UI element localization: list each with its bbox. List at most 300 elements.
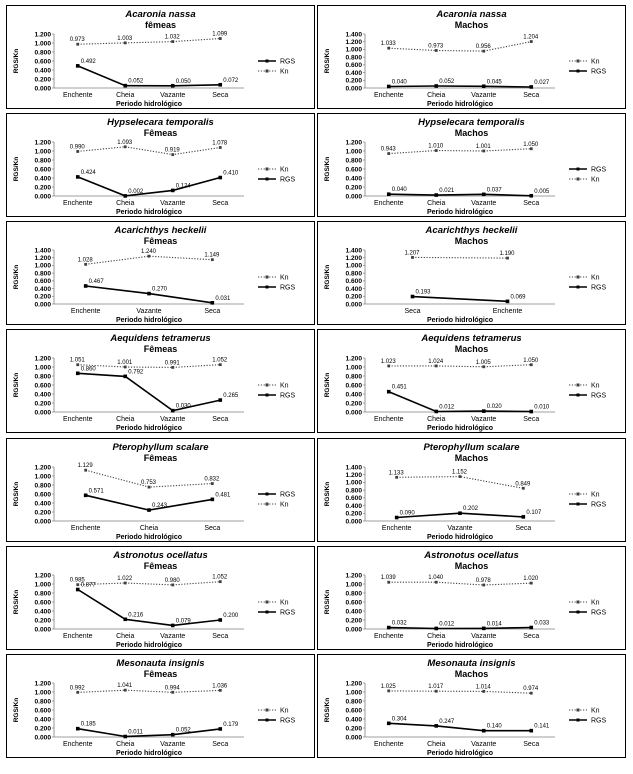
- data-point-kn: [171, 584, 174, 587]
- data-label-rgs: 0.030: [175, 403, 191, 410]
- chart-subtitle: Fêmeas: [143, 561, 178, 571]
- y-axis-label: RGS/Kn: [324, 48, 331, 74]
- data-label-kn: 0.992: [69, 685, 85, 692]
- data-label-kn: 1.240: [141, 249, 157, 256]
- data-point-kn: [482, 690, 485, 693]
- y-tick-label: 0.200: [345, 510, 362, 518]
- y-tick-label: 1.200: [34, 31, 51, 39]
- y-axis-label: RGS/Kn: [324, 156, 331, 182]
- data-point-rgs: [482, 627, 486, 631]
- y-tick-label: 0.800: [345, 54, 362, 62]
- x-tick-label: Seca: [523, 633, 540, 640]
- data-label-rgs: 0.270: [152, 286, 168, 293]
- data-label-kn: 0.956: [475, 44, 491, 51]
- y-tick-label: 1.000: [345, 689, 362, 697]
- data-label-rgs: 0.243: [152, 503, 168, 510]
- data-label-rgs: 0.200: [223, 613, 239, 619]
- data-point-rgs: [522, 515, 526, 519]
- data-point-rgs: [482, 409, 486, 413]
- data-label-kn: 1.050: [523, 357, 539, 364]
- y-tick-label: 0.000: [34, 626, 51, 634]
- data-point-kn: [171, 40, 174, 43]
- chart-panel-4: [6, 221, 315, 325]
- y-tick-label: 0.800: [345, 373, 362, 381]
- legend-marker-kn: [266, 384, 269, 387]
- y-axis-label: RGS/Kn: [13, 48, 20, 74]
- data-point-kn: [124, 145, 127, 148]
- data-label-rgs: 0.014: [486, 621, 502, 628]
- y-axis-label: RGS/Kn: [13, 481, 20, 507]
- y-tick-label: 1.200: [34, 572, 51, 580]
- data-point-kn: [530, 147, 533, 150]
- chart-panel-7: [317, 329, 626, 433]
- y-tick-label: 0.200: [34, 76, 51, 84]
- y-axis-label: RGS/Kn: [13, 372, 20, 398]
- y-tick-label: 0.000: [345, 626, 362, 634]
- legend-marker-kn: [577, 60, 580, 63]
- chart-title: Aequidens tetramerus: [110, 333, 211, 344]
- data-point-rgs: [434, 193, 438, 197]
- data-point-rgs: [218, 618, 222, 622]
- data-point-rgs: [211, 301, 215, 305]
- y-tick-label: 0.200: [345, 184, 362, 192]
- data-point-kn: [76, 43, 79, 46]
- data-label-rgs: 0.860: [80, 366, 96, 373]
- data-label-kn: 1.129: [77, 463, 93, 470]
- y-tick-label: 1.000: [34, 689, 51, 697]
- x-axis-label: Periodo hidrológico: [115, 317, 183, 324]
- data-point-rgs: [171, 733, 175, 737]
- x-axis-label: Periodo hidrológico: [115, 534, 183, 541]
- data-point-rgs: [458, 511, 462, 515]
- data-point-kn: [171, 691, 174, 694]
- data-label-kn: 1.133: [388, 470, 404, 477]
- data-label-rgs: 0.002: [128, 188, 144, 195]
- y-axis-label: RGS/Kn: [324, 589, 331, 615]
- data-label-kn: 0.943: [380, 146, 396, 153]
- data-point-rgs: [482, 729, 486, 733]
- legend-marker-kn: [266, 601, 269, 604]
- data-label-kn: 1.040: [428, 575, 444, 582]
- y-tick-label: 1.000: [345, 581, 362, 589]
- chart-title: Acarichthys heckelii: [425, 225, 518, 236]
- data-point-rgs: [76, 372, 80, 376]
- data-point-rgs: [76, 175, 80, 179]
- x-tick-label: Seca: [212, 200, 229, 207]
- x-tick-label: Cheia: [427, 92, 446, 99]
- x-tick-label: Cheia: [427, 741, 446, 748]
- legend-label-kn: Kn: [591, 599, 600, 607]
- chart-subtitle: Machos: [454, 669, 489, 679]
- data-label-rgs: 0.141: [534, 723, 550, 730]
- data-point-rgs: [76, 588, 80, 592]
- legend-marker-kn: [577, 493, 580, 496]
- legend-marker-kn: [577, 276, 580, 279]
- data-point-rgs: [482, 193, 486, 197]
- x-tick-label: Cheia: [116, 92, 135, 99]
- data-point-rgs: [529, 626, 533, 630]
- chart-subtitle: Fêmeas: [143, 344, 178, 354]
- y-tick-label: 0.600: [345, 599, 362, 607]
- x-tick-label: Enchente: [70, 525, 101, 532]
- chart-panel-5: [317, 221, 626, 325]
- x-tick-label: Seca: [404, 308, 421, 315]
- data-label-kn: 1.093: [117, 139, 133, 146]
- data-point-rgs: [387, 192, 391, 196]
- data-label-rgs: 0.027: [534, 79, 550, 86]
- x-tick-label: Vazante: [160, 633, 186, 640]
- data-label-rgs: 0.032: [391, 620, 407, 627]
- y-tick-label: 0.600: [34, 166, 51, 174]
- data-point-kn: [219, 146, 222, 149]
- y-tick-label: 0.400: [345, 608, 362, 616]
- legend-marker-rgs: [266, 493, 269, 496]
- y-tick-label: 0.400: [345, 716, 362, 724]
- data-point-kn: [219, 580, 222, 583]
- x-tick-label: Enchente: [373, 741, 404, 748]
- legend-label-rgs: RGS: [591, 609, 607, 617]
- data-label-kn: 1.204: [523, 34, 539, 41]
- data-label-kn: 1.052: [212, 574, 228, 581]
- data-point-kn: [124, 582, 127, 585]
- x-axis-label: Periodo hidrológico: [115, 642, 183, 649]
- data-point-rgs: [171, 624, 175, 628]
- data-label-rgs: 0.050: [175, 78, 191, 85]
- y-tick-label: 0.200: [345, 725, 362, 733]
- x-axis-label: Periodo hidrológico: [426, 642, 494, 649]
- x-tick-label: Cheia: [116, 633, 135, 640]
- chart-panel-1: [317, 5, 626, 109]
- legend-marker-kn: [266, 70, 269, 73]
- legend-marker-rgs: [577, 394, 580, 397]
- chart-panel-0: [6, 5, 315, 109]
- legend-marker-kn: [266, 709, 269, 712]
- chart-panel-3: [317, 113, 626, 217]
- data-point-rgs: [147, 292, 151, 296]
- y-tick-label: 0.200: [34, 725, 51, 733]
- data-label-kn: 1.023: [380, 358, 396, 365]
- data-point-kn: [435, 49, 438, 52]
- data-label-rgs: 0.451: [391, 384, 407, 391]
- legend-label-rgs: RGS: [280, 176, 296, 184]
- x-tick-label: Cheia: [116, 416, 135, 423]
- y-tick-label: 0.000: [34, 409, 51, 417]
- data-label-rgs: 0.140: [486, 723, 502, 730]
- y-tick-label: 0.600: [34, 707, 51, 715]
- y-tick-label: 0.000: [345, 193, 362, 201]
- legend-marker-rgs: [266, 178, 269, 181]
- data-label-rgs: 0.481: [215, 492, 231, 499]
- x-tick-label: Cheia: [139, 525, 159, 532]
- data-label-rgs: 0.079: [175, 618, 191, 625]
- legend-label-kn: Kn: [280, 501, 289, 509]
- y-tick-label: 0.600: [345, 166, 362, 174]
- legend-label-kn: Kn: [591, 274, 600, 282]
- chart-title: Acaronia nassa: [125, 9, 196, 20]
- legend-marker-rgs: [266, 286, 269, 289]
- x-tick-label: Vazante: [160, 92, 186, 99]
- legend-label-rgs: RGS: [591, 284, 607, 292]
- y-tick-label: 0.400: [345, 502, 362, 510]
- x-tick-label: Cheia: [116, 741, 135, 748]
- y-tick-label: 0.400: [34, 391, 51, 399]
- legend-marker-kn: [577, 601, 580, 604]
- data-label-kn: 0.919: [164, 147, 180, 154]
- data-label-rgs: 0.265: [223, 393, 239, 400]
- data-label-rgs: 0.010: [534, 404, 550, 411]
- y-tick-label: 1.000: [345, 364, 362, 372]
- y-tick-label: 1.200: [345, 472, 362, 480]
- data-label-rgs: 0.492: [80, 58, 96, 65]
- data-label-kn: 1.001: [475, 143, 491, 150]
- y-axis-label: RGS/Kn: [324, 697, 331, 723]
- y-tick-label: 0.200: [345, 617, 362, 625]
- y-tick-label: 1.200: [345, 572, 362, 580]
- chart-title: Acarichthys heckelii: [114, 225, 207, 236]
- chart-title: Astronotus ocellatus: [424, 550, 519, 561]
- y-tick-label: 1.200: [345, 39, 362, 47]
- data-label-rgs: 0.792: [128, 369, 144, 376]
- data-point-kn: [411, 256, 414, 259]
- data-label-kn: 1.022: [117, 576, 133, 583]
- x-tick-label: Cheia: [427, 416, 446, 423]
- y-tick-label: 0.600: [345, 62, 362, 70]
- data-point-rgs: [171, 409, 175, 413]
- data-point-kn: [482, 50, 485, 53]
- data-label-rgs: 0.040: [391, 187, 407, 194]
- chart-subtitle: Machos: [454, 344, 489, 354]
- data-point-kn: [171, 153, 174, 156]
- data-point-rgs: [76, 727, 80, 731]
- series-line-rgs: [389, 86, 532, 87]
- chart-title: Acaronia nassa: [436, 9, 507, 20]
- y-tick-label: 1.000: [34, 364, 51, 372]
- x-tick-label: Seca: [515, 525, 532, 532]
- x-tick-label: Enchente: [70, 308, 101, 315]
- chart-subtitle: fêmeas: [144, 20, 177, 30]
- data-point-rgs: [218, 727, 222, 731]
- legend-label-kn: Kn: [280, 68, 289, 76]
- x-tick-label: Cheia: [427, 200, 446, 207]
- data-point-rgs: [218, 176, 222, 180]
- data-label-rgs: 0.045: [486, 79, 502, 86]
- legend-label-rgs: RGS: [280, 609, 296, 617]
- x-axis-label: Periodo hidrológico: [426, 209, 494, 216]
- legend-label-kn: Kn: [591, 176, 600, 184]
- data-label-kn: 1.028: [77, 257, 93, 264]
- y-tick-label: 0.000: [34, 301, 51, 309]
- data-point-kn: [211, 258, 214, 261]
- chart-title: Astronotus ocellatus: [113, 550, 208, 561]
- x-axis-label: Periodo hidrológico: [115, 209, 183, 216]
- y-tick-label: 0.800: [34, 270, 51, 278]
- data-label-rgs: 0.037: [486, 187, 502, 194]
- y-tick-label: 1.000: [34, 148, 51, 156]
- legend-label-kn: Kn: [280, 274, 289, 282]
- chart-title: Mesonauta insignis: [116, 658, 205, 669]
- chart-subtitle: Fêmeas: [143, 453, 178, 463]
- chart-subtitle: Fêmeas: [143, 128, 178, 138]
- legend-marker-kn: [577, 384, 580, 387]
- data-label-rgs: 0.012: [439, 404, 455, 411]
- y-axis-label: RGS/Kn: [324, 481, 331, 507]
- data-point-kn: [76, 363, 79, 366]
- chart-subtitle: Machos: [454, 561, 489, 571]
- x-axis-label: Periodo hidrológico: [426, 534, 494, 541]
- y-tick-label: 0.400: [34, 500, 51, 508]
- data-point-rgs: [123, 194, 127, 198]
- y-tick-label: 1.400: [345, 31, 362, 39]
- x-tick-label: Vazante: [160, 200, 186, 207]
- y-tick-label: 1.200: [34, 255, 51, 263]
- data-label-kn: 1.033: [380, 41, 396, 48]
- chart-title: Pterophyllum scalare: [112, 442, 209, 453]
- y-tick-label: 0.200: [34, 509, 51, 517]
- x-tick-label: Vazante: [160, 416, 186, 423]
- data-label-kn: 1.041: [117, 683, 133, 690]
- legend-label-kn: Kn: [591, 491, 600, 499]
- y-tick-label: 1.200: [34, 355, 51, 363]
- y-tick-label: 0.600: [34, 278, 51, 286]
- y-tick-label: 0.200: [345, 400, 362, 408]
- data-point-rgs: [387, 626, 391, 630]
- y-tick-label: 0.800: [34, 698, 51, 706]
- x-tick-label: Seca: [212, 416, 229, 423]
- data-label-rgs: 0.020: [486, 404, 502, 411]
- data-point-kn: [387, 152, 390, 155]
- data-point-kn: [171, 366, 174, 369]
- x-tick-label: Seca: [212, 741, 229, 748]
- data-point-kn: [482, 150, 485, 153]
- data-point-kn: [459, 475, 462, 478]
- x-axis-label: Periodo hidrológico: [426, 425, 494, 432]
- legend-label-rgs: RGS: [591, 166, 607, 174]
- data-label-kn: 0.849: [515, 481, 531, 488]
- data-label-rgs: 0.040: [391, 79, 407, 86]
- data-label-rgs: 0.202: [463, 506, 479, 513]
- x-axis-label: Periodo hidrológico: [115, 101, 183, 108]
- y-tick-label: 1.000: [34, 581, 51, 589]
- chart-title: Hypselecara temporalis: [107, 117, 214, 128]
- x-tick-label: Vazante: [471, 416, 497, 423]
- x-tick-label: Vazante: [471, 741, 497, 748]
- data-point-kn: [124, 366, 127, 369]
- legend-marker-rgs: [266, 611, 269, 614]
- x-tick-label: Vazante: [471, 200, 497, 207]
- x-tick-label: Enchente: [373, 416, 404, 423]
- y-tick-label: 1.200: [345, 355, 362, 363]
- y-tick-label: 0.600: [34, 382, 51, 390]
- data-point-kn: [530, 692, 533, 695]
- data-point-rgs: [218, 83, 222, 87]
- data-label-kn: 1.001: [117, 359, 133, 366]
- data-label-rgs: 0.877: [80, 582, 96, 589]
- data-point-rgs: [506, 300, 510, 304]
- y-tick-label: 1.400: [34, 247, 51, 255]
- data-label-rgs: 0.124: [175, 183, 191, 190]
- data-point-kn: [530, 582, 533, 585]
- chart-title: Hypselecara temporalis: [418, 117, 525, 128]
- y-tick-label: 0.200: [345, 77, 362, 85]
- y-tick-label: 0.000: [345, 301, 362, 309]
- legend-marker-rgs: [266, 60, 269, 63]
- y-tick-label: 0.800: [345, 270, 362, 278]
- y-tick-label: 0.200: [34, 617, 51, 625]
- y-tick-label: 0.000: [345, 85, 362, 93]
- data-point-rgs: [387, 85, 391, 89]
- y-tick-label: 1.000: [345, 148, 362, 156]
- legend-marker-kn: [266, 276, 269, 279]
- legend-label-kn: Kn: [591, 707, 600, 715]
- data-point-kn: [387, 365, 390, 368]
- data-point-kn: [219, 37, 222, 40]
- x-tick-label: Seca: [523, 416, 540, 423]
- y-tick-label: 0.600: [345, 707, 362, 715]
- data-label-rgs: 0.011: [128, 729, 143, 736]
- data-label-rgs: 0.193: [415, 289, 431, 296]
- data-label-kn: 1.032: [164, 34, 180, 41]
- data-label-kn: 1.005: [475, 359, 491, 366]
- data-label-rgs: 0.012: [439, 621, 455, 628]
- y-tick-label: 0.000: [345, 409, 362, 417]
- legend-marker-rgs: [266, 394, 269, 397]
- data-point-kn: [84, 469, 87, 472]
- legend-marker-rgs: [577, 70, 580, 73]
- data-label-kn: 0.991: [164, 360, 180, 367]
- data-point-rgs: [529, 729, 533, 733]
- data-label-kn: 1.014: [475, 684, 491, 691]
- chart-subtitle: Fêmeas: [143, 669, 178, 679]
- legend-label-rgs: RGS: [591, 392, 607, 400]
- data-point-rgs: [84, 284, 88, 288]
- y-tick-label: 0.000: [345, 518, 362, 526]
- data-label-kn: 1.003: [117, 35, 133, 42]
- y-tick-label: 0.000: [34, 85, 51, 93]
- data-label-rgs: 0.005: [534, 188, 550, 195]
- y-tick-label: 0.800: [34, 373, 51, 381]
- y-tick-label: 1.000: [34, 262, 51, 270]
- data-label-rgs: 0.052: [439, 78, 455, 85]
- legend-marker-kn: [577, 178, 580, 181]
- data-point-kn: [435, 149, 438, 152]
- chart-subtitle: Machos: [454, 453, 489, 463]
- data-point-kn: [76, 691, 79, 694]
- data-label-kn: 1.051: [69, 357, 85, 364]
- x-axis-label: Periodo hidrológico: [115, 425, 183, 432]
- chart-panel-2: [6, 113, 315, 217]
- y-tick-label: 0.400: [34, 67, 51, 75]
- y-tick-label: 0.000: [34, 518, 51, 526]
- legend-label-rgs: RGS: [591, 68, 607, 76]
- legend-marker-kn: [577, 709, 580, 712]
- data-label-rgs: 0.179: [223, 721, 239, 728]
- data-label-kn: 1.039: [380, 575, 396, 582]
- y-tick-label: 1.000: [345, 46, 362, 54]
- y-tick-label: 0.800: [345, 487, 362, 495]
- x-tick-label: Seca: [523, 741, 540, 748]
- x-axis-label: Periodo hidrológico: [115, 750, 183, 757]
- y-tick-label: 0.000: [345, 734, 362, 742]
- y-tick-label: 1.200: [345, 680, 362, 688]
- data-label-kn: 1.020: [523, 576, 539, 583]
- y-tick-label: 0.400: [345, 69, 362, 77]
- data-label-rgs: 0.571: [88, 488, 104, 495]
- legend-label-rgs: RGS: [591, 501, 607, 509]
- data-point-rgs: [529, 410, 533, 414]
- data-label-kn: 1.025: [380, 683, 396, 690]
- y-tick-label: 1.400: [345, 464, 362, 472]
- legend-label-rgs: RGS: [280, 491, 296, 499]
